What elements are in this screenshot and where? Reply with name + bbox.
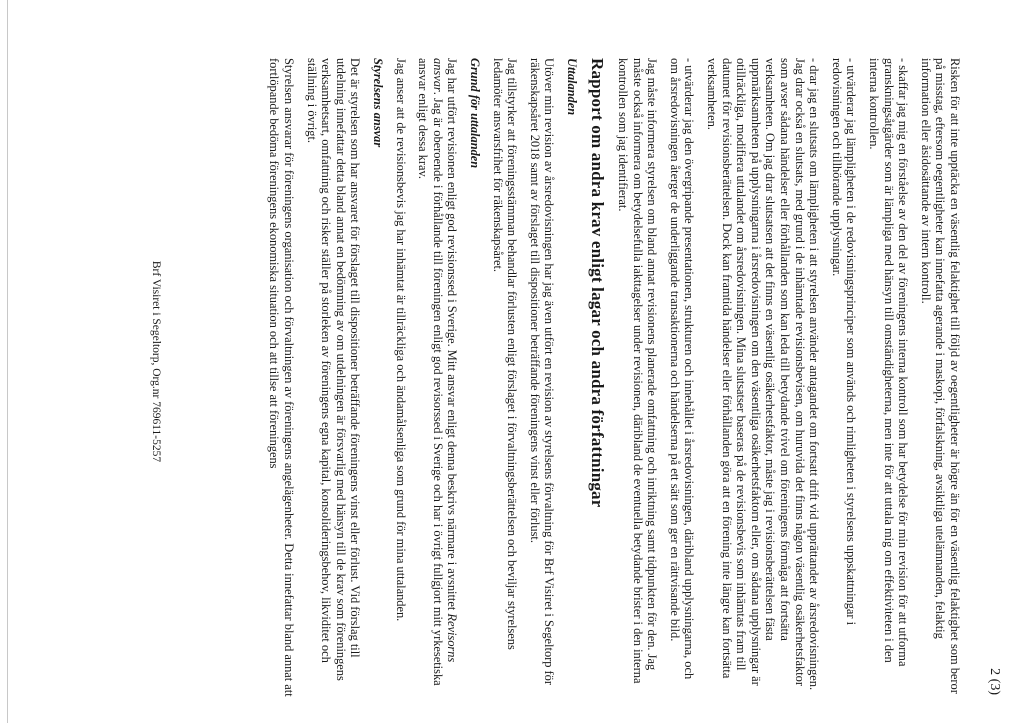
grund-paragraph-1 [416,58,460,698]
section-heading: Rapport om andra krav enligt lagar och andra författningar [587,58,607,508]
styrelsens-ansvar-paragraph-1: Det är styrelsen som har ansvaret för förslaget till dispositioner beträffande föreningens vinst eller förlust. Vid förslag till utdelning innefattar detta bland annat en bedömning av om utdelningen är försvarlig med hänsyn till de krav som föreningens verksamhetsart, omfattning och risker ställer på storleken av föreningens egna kapital, konsolideringsbehov, likviditet och ställning i övrigt. [304,58,363,681]
styrelsens-ansvar-title: Styrelsens ansvar [371,58,385,148]
uttalanden-title: Uttalanden [564,58,579,116]
document-body [259,58,962,698]
grund-title: Grund för uttalanden [467,58,482,169]
scan-edge-line [7,0,8,723]
uttalanden-paragraph-1: Utöver min revision av årsredovisningen har jag även utfört en revision av styrelsens förvaltning för Brf Visiret i Segeltorp för räkenskapsåret 2018 samt av förslaget till dispositioner beträffande föreningens vinst eller förlust. [527,58,557,686]
grund-text-b: . Jag är oberoende i förhållande till föreningen enligt god revisorssed i Sverige och har i övrigt fullgjort mitt yrkesetiska ansvar enligt dessa krav. [416,58,445,686]
uttalanden-paragraph-2: Jag tillstyrker att föreningsstämman behandlar förlusten enligt förslaget i förvaltningsberättelsen och beviljar styrelsens ledamöter ansvarsfrihet för räkenskapsåret. [490,58,520,650]
styrelsens-ansvar-paragraph-2: Styrelsen ansvarar för föreningens organisation och förvaltningen av föreningens angelägenheter. Detta innefattar bland annat att fortlöpande bedöma föreningens ekonomiska situation och att tillse att föreningens [267,58,297,697]
bullet-going-concern: - drar jag en slutsats om lämpligheten i att styrelsen använder antagandet om fortsatt drift vid upprättandet av årsredovisningen. Jag drar också en slutsats, med grund i de inhämtade revisionsbevisen, om huruvida det finns någon väsentlig osäkerhetsfaktor som avser sådana händelser eller förhållanden som kan leda till betydande tvivel om föreningens förmåga att fortsätta verksamheten. Om jag drar slutsatsen att det finns en väsentlig osäkerhetsfaktor, måste jag i revisionsberättelsen fästa uppmärksamheten på upplysningarna i årsredovisningen om den väsentliga osäkerhetsfaktorn eller, om sådana upplysningar är otillräckliga, modifiera uttalandet om årsredovisningen. Mina slutsatser baseras på de revisionsbevis som inhämtas fram till datumet för revisionsberättelsen. Dock kan framtida händelser eller förhållanden göra att en förening inte längre kan fortsätta verksamheten. [705,58,822,691]
page-footer: Brf Visiret i Segeltorp, Org.nr 769611-5257 [150,260,162,463]
grund-paragraph-2: Jag anser att de revisionsbevis jag har inhämtat är tillräckliga och ändamålsenliga som grund för mina uttalanden. [393,58,408,622]
page-number: 2 (3) [987,668,1002,695]
bullet-presentation: - utvärderar jag den övergripande presentationen, strukturen och innehållet i årsredovisningen, däribland upplysningarna, och om årsredovisningen återger de underliggande transaktionerna och händelserna på ett sätt som ger en rättvisande bild. [667,58,697,680]
grund-text-italic: Revisorns ansvar [430,58,460,663]
paragraph-inform-board: Jag måste informera styrelsen om bland annat revisionens planerade omfattning och inriktning samt tidpunkten för den. Jag måste också informera om betydelsefulla iakttagelser under revisionen, däribland de eventuella betydande brister i den interna kontrollen som jag identifierat. [616,58,660,684]
bullet-accounting-principles: - utvärderar jag lämpligheten i de redovisningsprinciper som används och rimligheten i styrelsens uppskattningar i redovisningen och tillhörande upplysningar. [829,58,859,626]
bullet-internal-control: - skaffar jag mig en förståelse av den del av föreningens interna kontroll som har betydelse för min revision för att utforma granskningsåtgärder som är lämpliga med hänsyn till omständigheterna, men inte för att uttala mig om effektiviteten i den interna kontrollen. [867,58,911,667]
paragraph-risk: Risken för att inte upptäcka en väsentlig felaktighet till följd av oegentligheter är högre än för en väsentlig felaktighet som beror på misstag, eftersom oegentligheter kan innefatta agerande i maskopi, förfalskning, avsiktliga utelämnanden, felaktig information eller åsidosättande av intern kontroll. [918,58,962,694]
grund-text-a: Jag har utfört revisionen enligt god revisionssed i Sverige. Mitt ansvar enligt denna beskrivs närmare i avsnittet [445,58,460,614]
